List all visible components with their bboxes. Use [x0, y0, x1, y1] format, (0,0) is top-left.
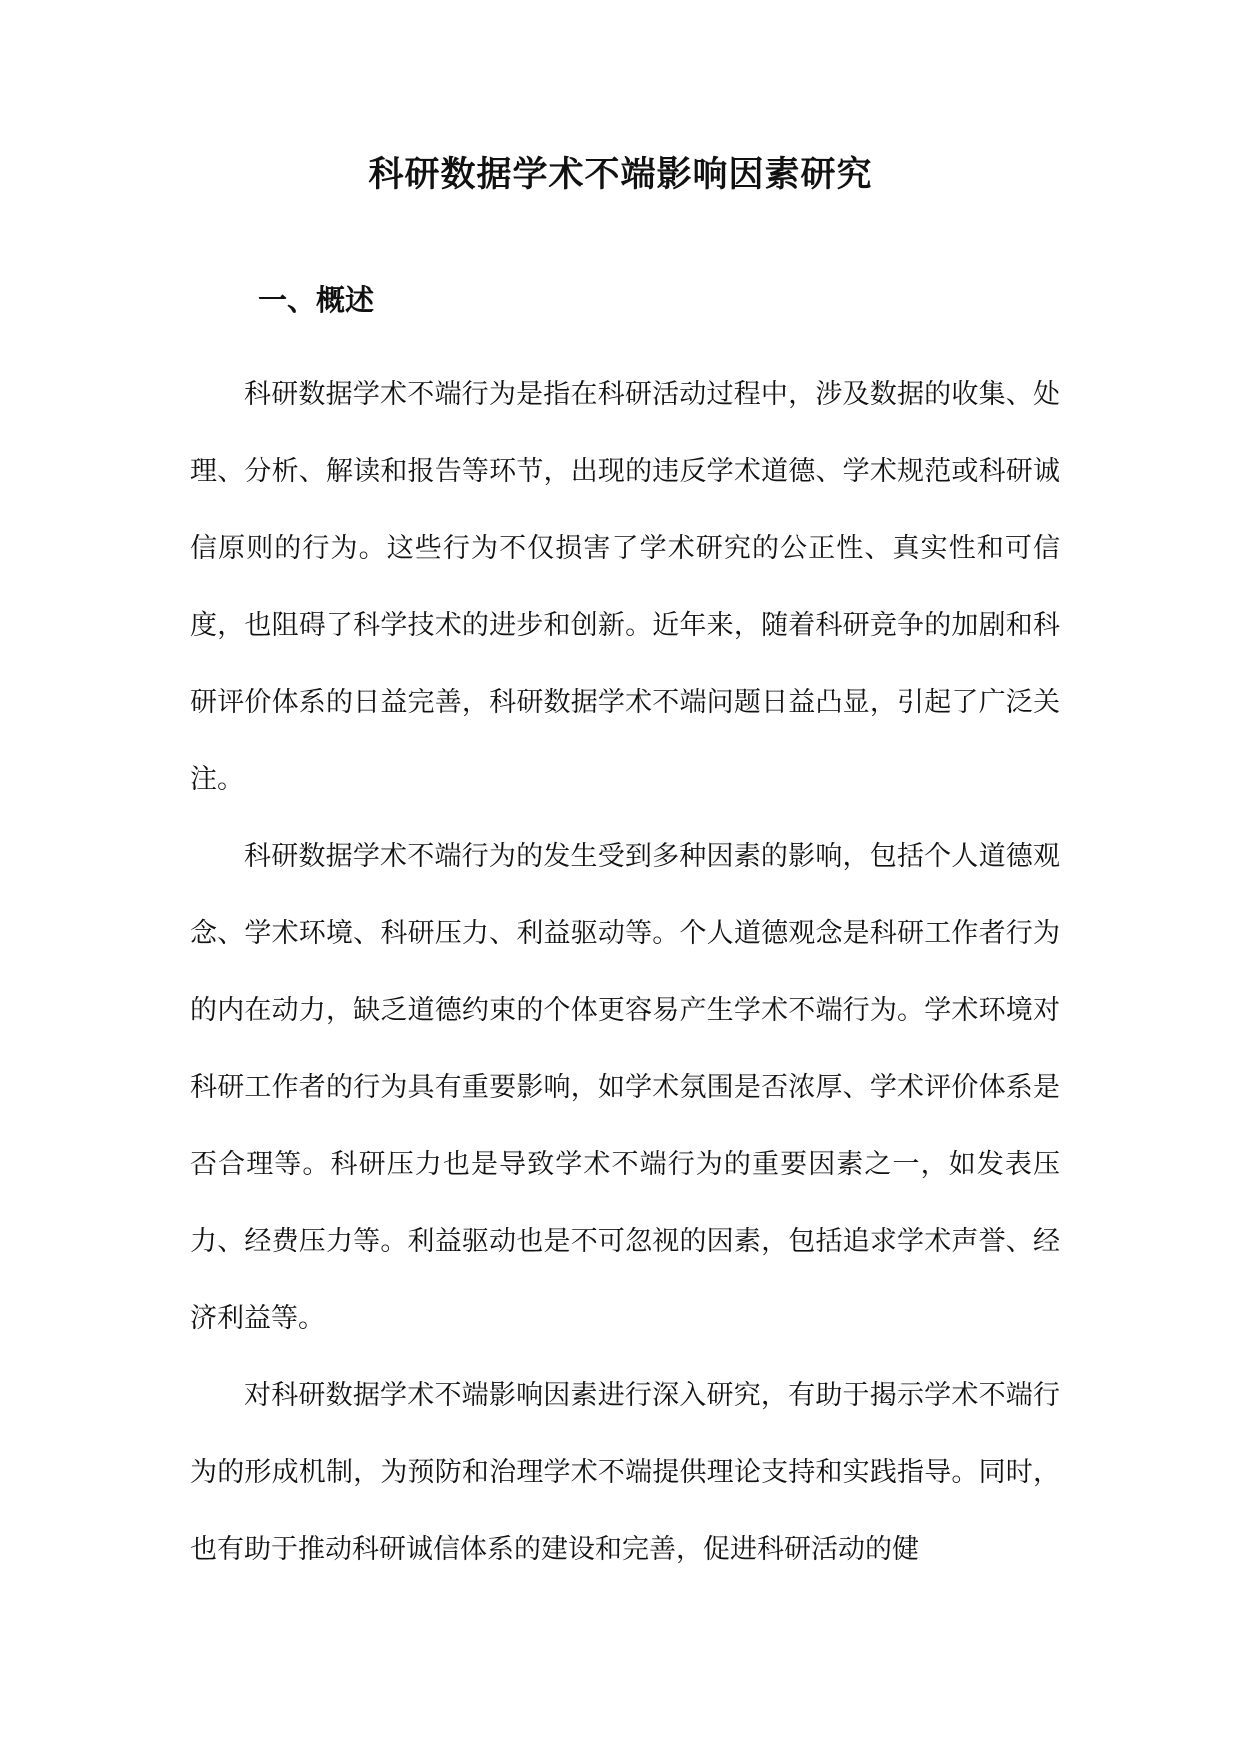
document-title: 科研数据学术不端影响因素研究 — [368, 154, 873, 195]
paragraph-influencing-factors: 科研数据学术不端行为的发生受到多种因素的影响，包括个人道德观念、学术环境、科研压力、利益驱动等。个人道德观念是科研工作者行为的内在动力，缺乏道德约束的个体更容易产生学术不端行为。学术环境对科研工作者的行为具有重要影响，如学术氛围是否浓厚、学术评价体系是否合理等。科研压力也是导致学术不端行为的重要因素之一，如发表压力、经费压力等。利益驱动也是不可忽视的因素，包括追求学术声誉、经济利益等。 — [190, 841, 1060, 1334]
document-body — [190, 356, 1060, 1588]
section-heading-overview: 一、概述 — [258, 283, 375, 317]
paragraph-definition: 科研数据学术不端行为是指在科研活动过程中，涉及数据的收集、处理、分析、解读和报告等环节，出现的违反学术道德、学术规范或科研诚信原则的行为。这些行为不仅损害了学术研究的公正性、真实性和可信度，也阻碍了科学技术的进步和创新。近年来，随着科研竞争的加剧和科研评价体系的日益完善，科研数据学术不端问题日益凸显，引起了广泛关注。 — [190, 379, 1060, 795]
paragraph-research-significance: 对科研数据学术不端影响因素进行深入研究，有助于揭示学术不端行为的形成机制，为预防和治理学术不端提供理论支持和实践指导。同时，也有助于推动科研诚信体系的建设和完善，促进科研活动的健 — [190, 1380, 1060, 1565]
